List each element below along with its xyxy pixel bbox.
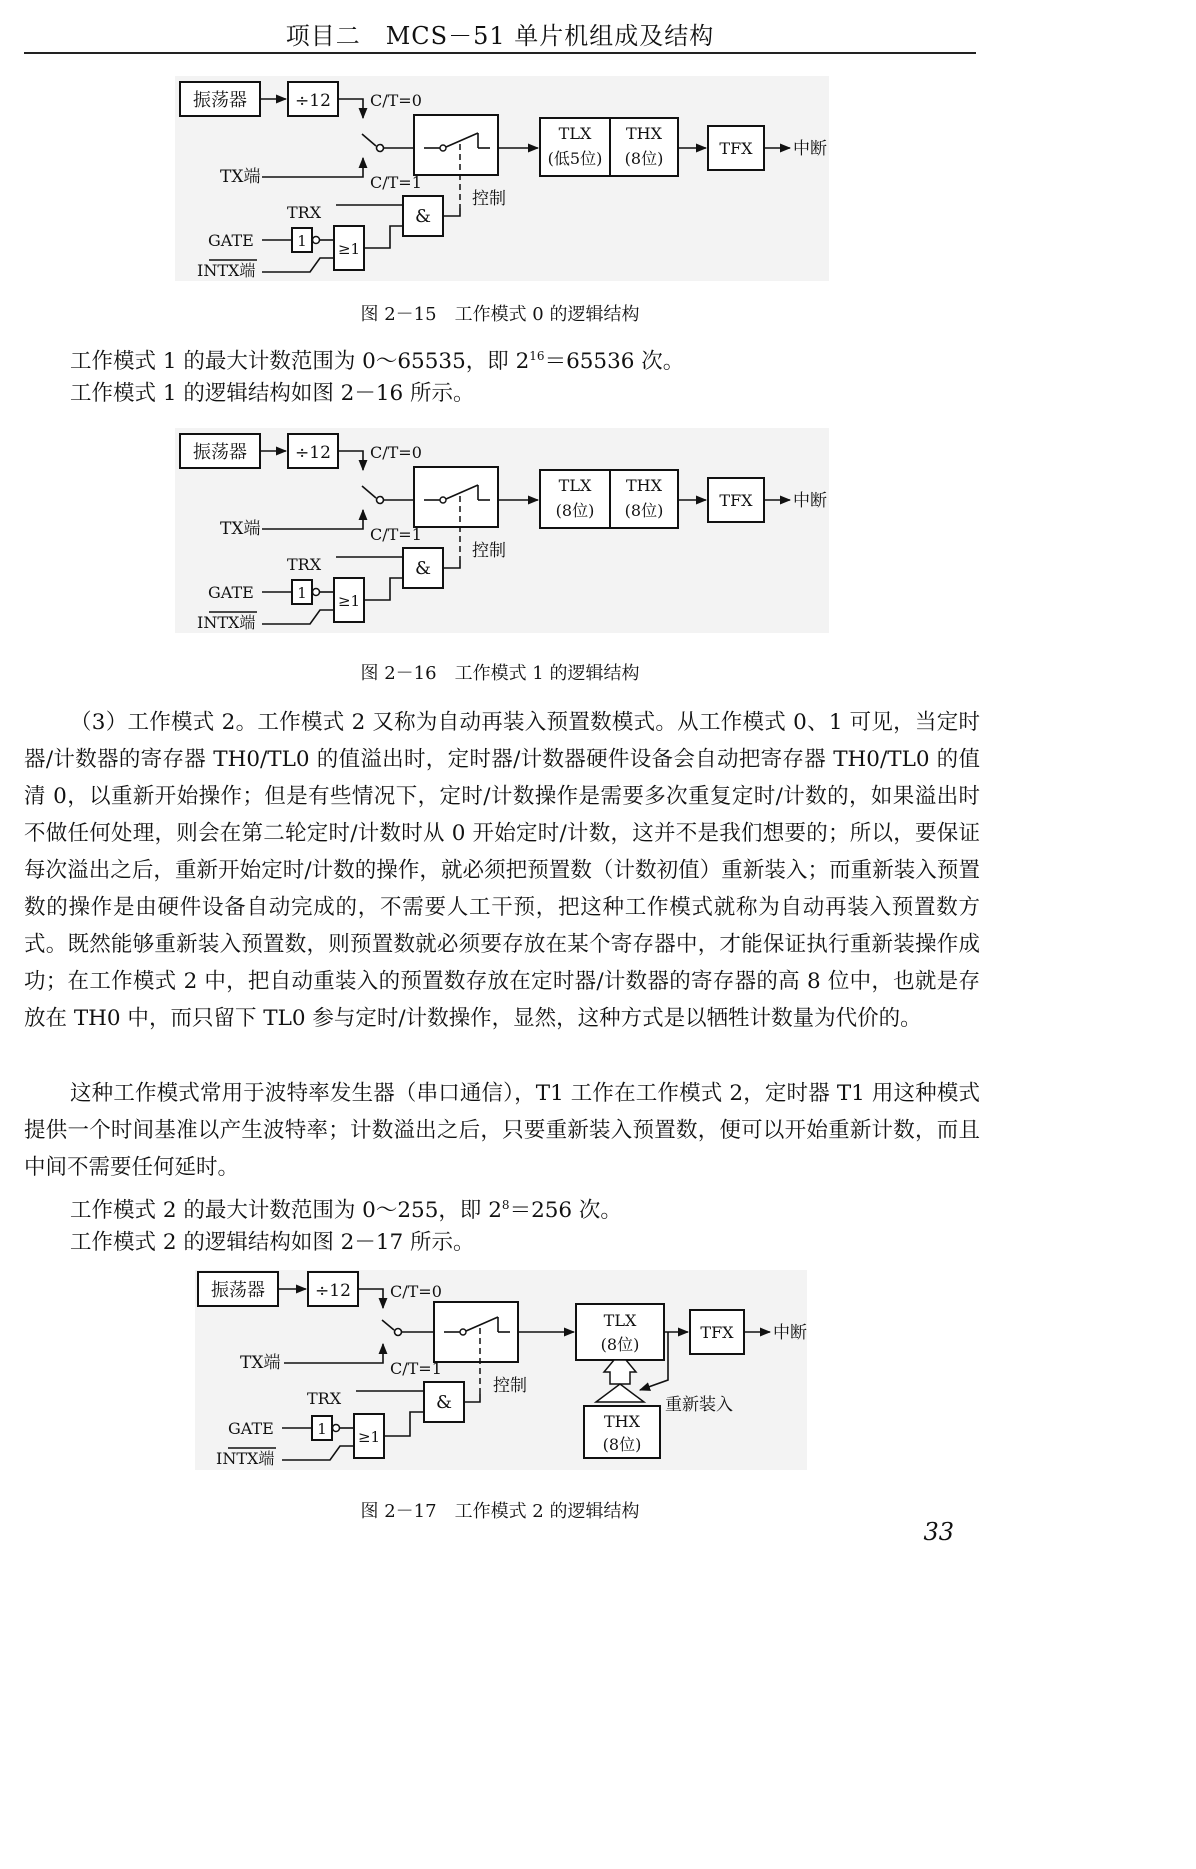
- not-gate-label: 1: [297, 232, 307, 250]
- tlx-low5-label: (低5位): [547, 149, 603, 168]
- tlx-label: TLX: [558, 124, 592, 143]
- oscillator-label: 振荡器: [211, 1280, 265, 1301]
- mode1-range-result: ＝65536 次。: [544, 349, 685, 375]
- header-title: 项目二 MCS－51 单片机组成及结构: [285, 22, 715, 50]
- ct0-label: C/T=0: [370, 91, 422, 110]
- thx-label: THX: [625, 476, 663, 495]
- mode2-range-result: ＝256 次。: [509, 1198, 622, 1224]
- logic-diagram-mode1: [0, 420, 1000, 636]
- mode2-range: [70, 1187, 622, 1229]
- mode1-range-text: 工作模式 1 的最大计数范围为 0～65535，即 2: [70, 349, 530, 375]
- gate-label: GATE: [208, 583, 254, 602]
- tfx-label: TFX: [700, 1323, 734, 1342]
- control-label: 控制: [493, 1376, 527, 1396]
- page-number: 33: [923, 1518, 954, 1546]
- interrupt-label: 中断: [773, 1323, 807, 1343]
- reload-label: 重新装入: [665, 1395, 733, 1415]
- thx-bits-label: (8位): [624, 149, 664, 168]
- tfx-label: TFX: [719, 139, 753, 158]
- div12-label: ÷12: [315, 1281, 351, 1301]
- control-switch-box: [414, 467, 498, 527]
- tx-label: TX端: [220, 167, 261, 187]
- trx-label: TRX: [307, 1389, 342, 1408]
- oscillator-label: 振荡器: [193, 442, 247, 463]
- and-gate-label: &: [414, 558, 432, 579]
- control-label: 控制: [472, 189, 506, 209]
- tlx-bits-label: (8位): [600, 1335, 640, 1354]
- or-gate-label: ≥1: [337, 592, 361, 610]
- gate-label: GATE: [228, 1419, 274, 1438]
- trx-label: TRX: [287, 555, 322, 574]
- oscillator-label: 振荡器: [193, 90, 247, 111]
- thx-bits-label: (8位): [602, 1435, 642, 1454]
- mode1-range: [70, 338, 684, 380]
- intx-label: INTX端: [216, 1449, 275, 1468]
- or-gate-label: ≥1: [357, 1428, 381, 1446]
- mode2-figure-ref: 工作模式 2 的逻辑结构如图 2－17 所示。: [70, 1230, 475, 1255]
- ct0-label: C/T=0: [370, 443, 422, 462]
- mode2-range-text: 工作模式 2 的最大计数范围为 0～255，即 2: [70, 1198, 502, 1224]
- tlx-label: TLX: [558, 476, 592, 495]
- mode1-range-exponent: 16: [529, 349, 545, 363]
- tx-label: TX端: [240, 1353, 281, 1373]
- or-gate-label: ≥1: [337, 240, 361, 258]
- tx-label: TX端: [220, 519, 261, 539]
- ct1-label: C/T=1: [390, 1359, 442, 1378]
- control-switch-box: [414, 115, 498, 175]
- figure-2-17: [0, 1264, 1000, 1474]
- tfx-label: TFX: [719, 491, 753, 510]
- logic-diagram-mode0: [0, 68, 1000, 284]
- figure-2-15: [0, 68, 1000, 284]
- thx-label: THX: [625, 124, 663, 143]
- ct1-label: C/T=1: [370, 525, 422, 544]
- mode2-range-exponent: 8: [501, 1198, 510, 1212]
- figure-2-16-caption: 图 2－16 工作模式 1 的逻辑结构: [360, 663, 640, 684]
- mode2-description: （3）工作模式 2。工作模式 2 又称为自动再装入预置数模式。从工作模式 0、1 可见，当定时器/计数器的寄存器 TH0/TL0 的值溢出时，定时器/计数器硬件设备会自动把寄存器 TH0/TL0 的值清 0，以重新开始操作；但是有些情况下，定时/计数操作是需要多次重复定时/计数的，如果溢出时不做任何处理，则会在第二轮定时/计数时从 0 开始定时/计数，这并不是我们想要的；所以，要保证每次溢出之后，重新开始定时/计数的操作，就必须把预置数（计数初值）重新装入；而重新装入预置数的操作是由硬件设备自动完成的，不需要人工干预，把这种工作模式就称为自动再装入预置数方式。既然能够重新装入预置数，则预置数就必须要存放在某个寄存器中，才能保证执行重新装操作成功；在工作模式 2 中，把自动重装入的预置数存放在定时器/计数器的寄存器的高 8 位中，也就是存放在 TH0 中，而只留下 TL0 参与定时/计数操作，显然，这种方式是以牺牲计数量为代价的。: [24, 710, 980, 1031]
- intx-label: INTX端: [197, 613, 256, 632]
- control-label: 控制: [472, 541, 506, 561]
- logic-diagram-mode2: [0, 1264, 1000, 1474]
- div12-label: ÷12: [295, 443, 331, 463]
- div12-label: ÷12: [295, 91, 331, 111]
- intx-label: INTX端: [197, 261, 256, 280]
- tlx-bits-label: (8位): [555, 501, 595, 520]
- mode1-figure-ref: 工作模式 1 的逻辑结构如图 2－16 所示。: [70, 381, 475, 406]
- not-gate-label: 1: [297, 584, 307, 602]
- and-gate-label: &: [435, 1392, 453, 1413]
- not-gate-label: 1: [317, 1420, 327, 1438]
- figure-2-15-caption: 图 2－15 工作模式 0 的逻辑结构: [360, 304, 640, 325]
- trx-label: TRX: [287, 203, 322, 222]
- interrupt-label: 中断: [793, 491, 827, 511]
- interrupt-label: 中断: [793, 139, 827, 159]
- thx-label: THX: [603, 1412, 641, 1431]
- gate-label: GATE: [208, 231, 254, 250]
- baud-rate-description: 这种工作模式常用于波特率发生器（串口通信），T1 工作在工作模式 2，定时器 T1 用这种模式提供一个时间基准以产生波特率；计数溢出之后，只要重新装入预置数，便可以开始重新计数，而且中间不需要任何延时。: [24, 1081, 980, 1180]
- thx-bits-label: (8位): [624, 501, 664, 520]
- ct0-label: C/T=0: [390, 1282, 442, 1301]
- tlx-label: TLX: [603, 1311, 637, 1330]
- ct1-label: C/T=1: [370, 173, 422, 192]
- figure-2-17-caption: 图 2－17 工作模式 2 的逻辑结构: [360, 1501, 640, 1522]
- page-header: [24, 14, 976, 54]
- figure-2-16: [0, 420, 1000, 636]
- and-gate-label: &: [414, 206, 432, 227]
